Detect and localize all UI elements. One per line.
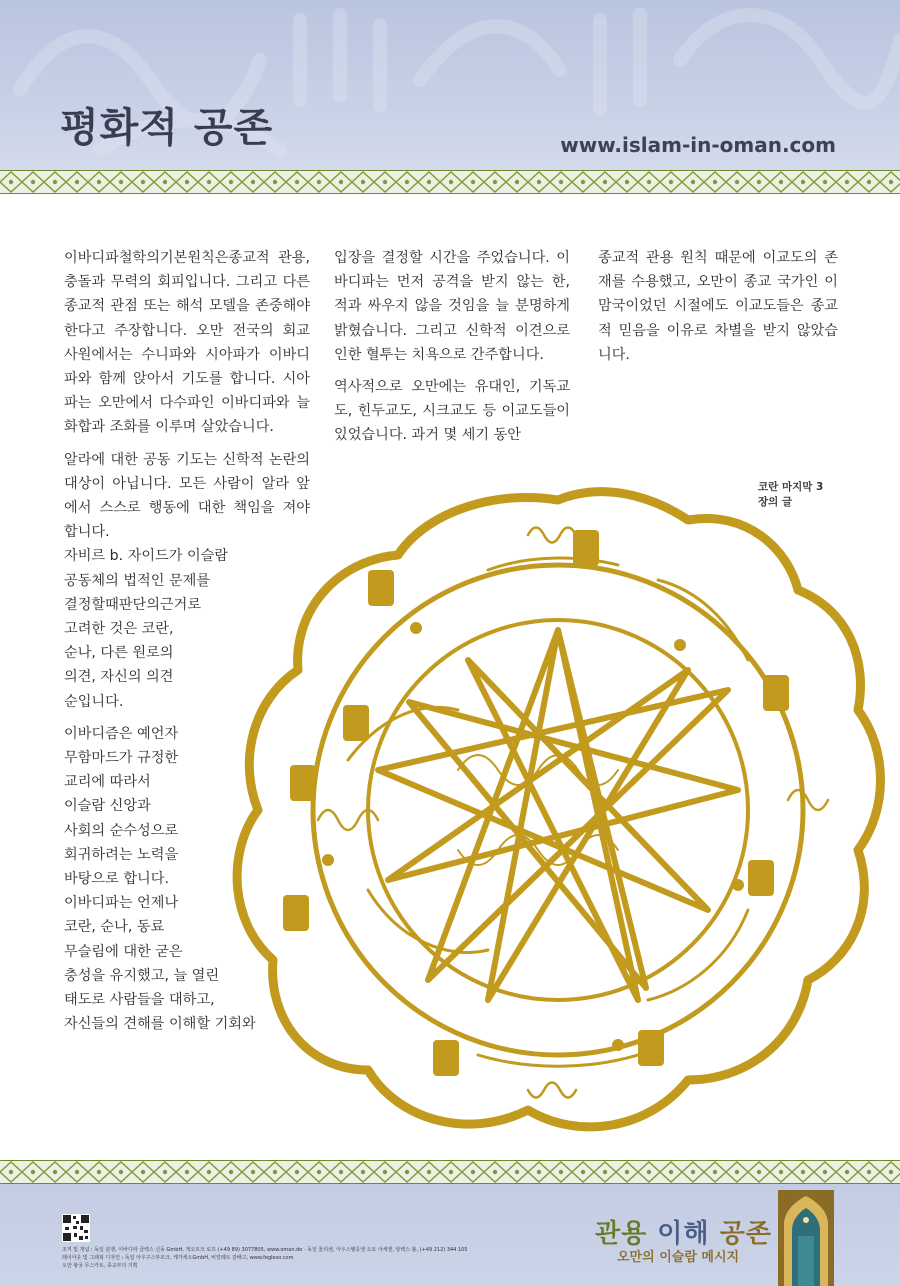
paragraph: 이바디즘은 예언자 무함마드가 규정한 교리에 따라서 이슬람 신앙과 사회의 순수성으로 회귀하려는 노력을 바탕으로 합니다. 이바디파는 언제나 코란, 순나, 동료 무슬림에 대한 굳은 충성을 유지했고, 늘 열린 태도로 사람들을 대하고, 자신들의 견해를 이해할 기회와 — [64, 725, 256, 1033]
paragraph: 종교적 관용 원칙 때문에 이교도의 존재를 수용했고, 오만이 종교 국가인 이맘국이었던 시절에도 이교도들은 종교적 믿음을 이유로 차별을 받지 않았습니다. — [598, 250, 838, 363]
website-link[interactable]: www.islam-in-oman.com — [560, 133, 836, 157]
credits-block — [62, 1246, 532, 1270]
brand-word: 관용 — [595, 1219, 648, 1249]
text-column-2 — [334, 246, 570, 456]
mihrab-logo-icon — [778, 1190, 834, 1286]
brand-subtitle: 오만의 이슬람 메시지 — [617, 1250, 740, 1265]
brand-title — [595, 1213, 772, 1250]
paragraph: 입장을 결정할 시간을 주었습니다. 이바디파는 먼저 공격을 받지 않는 한, 적과 싸우지 않을 것임을 늘 분명하게 밝혔습니다. 그리고 신학적 이견으로 인한 혈투는 치욕으로 간주합니다. — [334, 250, 570, 363]
credits-line: 조직 및 개념 : 독일 분쟁, 이바디파 클렉스 신동 GmbH, 게오르크 로프 (+49 89) 3077805, www.oman.de · 독일 울리센, 아우스텔룽엔 오토 아세엔, 알렉스 불, (+49 212) 344 105 — [62, 1247, 468, 1253]
paragraph: 자비르 b. 자이드가 이슬람 공동체의 법적인 문제를 결정할때판단의근거로 고려한 것은 코란, 순나, 다른 원로의 의견, 자신의 의견 순입니다. — [64, 548, 229, 710]
page-title: 평화적 공존 — [60, 105, 274, 151]
bottom-ornamental-border — [0, 1160, 900, 1184]
image-caption: 코란 마지막 3 장의 글 — [758, 481, 824, 508]
credits-line: 레이아웃 및 그래픽 디자인 : 독일 아우구스부르크, 케가세오GmbH, 비얼레트 갈배고, www.fegleso.com — [62, 1255, 294, 1261]
header-band — [0, 0, 900, 170]
paragraph: 알라에 대한 공동 기도는 신학적 논란의 대상이 아닙니다. 모든 사람이 알라 앞에서 스스로 행동에 대한 책임을 져야 합니다. — [64, 451, 310, 541]
quran-calligraphy-rosette — [228, 440, 888, 1155]
qr-code-icon[interactable] — [62, 1214, 90, 1242]
paragraph: 이바디파철학의기본원칙은종교적 관용, 충돌과 무력의 회피입니다. 그리고 다른 종교적 관점 또는 해석 모델을 존중해야 한다고 주장합니다. 오만 전국의 회교 사원에서는 수니파와 시아파가 이바디파와 함께 앉아서 기도를 합니다. 시아파는 오만에서 다수파인 이바디파와 늘 화합과 조화를 이루며 살았습니다. — [64, 250, 310, 436]
top-ornamental-border — [0, 170, 900, 194]
brand-word: 공존 — [719, 1219, 772, 1249]
brand-word: 이해 — [657, 1219, 710, 1249]
credits-line: 오만 왕국 무스카트, 종교부의 기획 — [62, 1263, 138, 1269]
paragraph: 역사적으로 오만에는 유대인, 기독교도, 힌두교도, 시크교도 등 이교도들이 있었습니다. 과거 몇 세기 동안 — [334, 379, 570, 444]
text-column-3 — [598, 246, 838, 375]
